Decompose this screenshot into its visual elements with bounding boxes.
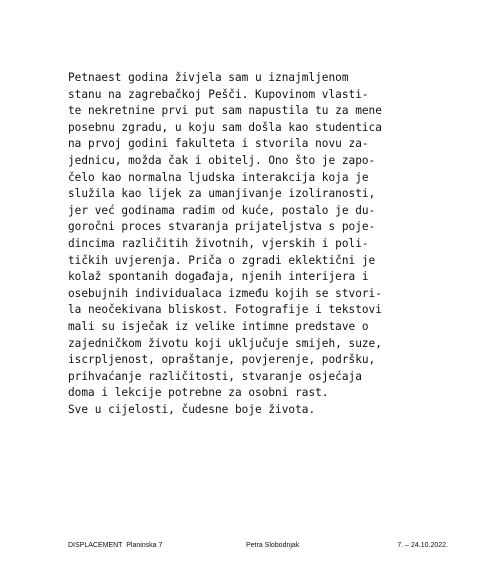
body-line: te nekretnine prvi put sam napustila tu za mene — [68, 104, 382, 118]
body-line: Petnaest godina živjela sam u iznajmljenom — [68, 71, 349, 84]
body-line: zajedničkom životu koji uključuje smijeh, suze, — [68, 336, 382, 350]
body-line: na prvoj godini fakulteta i stvorila novu za- — [68, 137, 369, 151]
body-paragraph — [68, 70, 448, 418]
body-line: mali su isječak iz velike intimne predstave o — [68, 319, 369, 333]
footer-dates: 7. – 24.10.2022. — [397, 542, 448, 549]
footer-artist-name: Petra Slobodnjak — [246, 542, 300, 549]
footer-exhibition-location: DISPLACEMENT Planinska 7 — [68, 542, 163, 549]
body-line: doma i lekcije potrebne za osobni rast. — [68, 386, 329, 400]
body-line: služila kao lijek za umanjivanje izoliranosti, — [68, 187, 376, 201]
body-line: dincima različitih životnih, vjerskih i poli- — [68, 236, 369, 250]
body-line: stanu na zagrebačkoj Pešči. Kupovinom vlasti- — [68, 87, 369, 101]
body-line: prihvaćanje različitosti, stvaranje osjećaja — [68, 369, 362, 383]
body-line: la neočekivana bliskost. Fotografije i tekstovi — [68, 303, 382, 317]
body-line: Sve u cijelosti, čudesne boje života. — [68, 402, 316, 416]
body-line: jer već godinama radim od kuće, postalo je du- — [68, 203, 376, 217]
body-line: iscrpljenost, opraštanje, povjerenje, podršku, — [68, 353, 376, 367]
body-line: posebnu zgradu, u koju sam došla kao studentica — [68, 120, 382, 134]
body-line: jednicu, možda čak i obitelj. Ono što je zapo- — [68, 153, 376, 167]
body-line: osebujnih individualaca između kojih se stvori- — [68, 286, 382, 300]
page-footer — [68, 540, 448, 552]
body-line: kolaž spontanih događaja, njenih interijera i — [68, 270, 369, 284]
body-line: čelo kao normalna ljudska interakcija koja je — [68, 170, 369, 184]
body-line: goročni proces stvaranja prijateljstva s poje- — [68, 220, 376, 234]
body-line: tičkih uvjerenja. Priča o zgradi eklektični je — [68, 253, 376, 267]
